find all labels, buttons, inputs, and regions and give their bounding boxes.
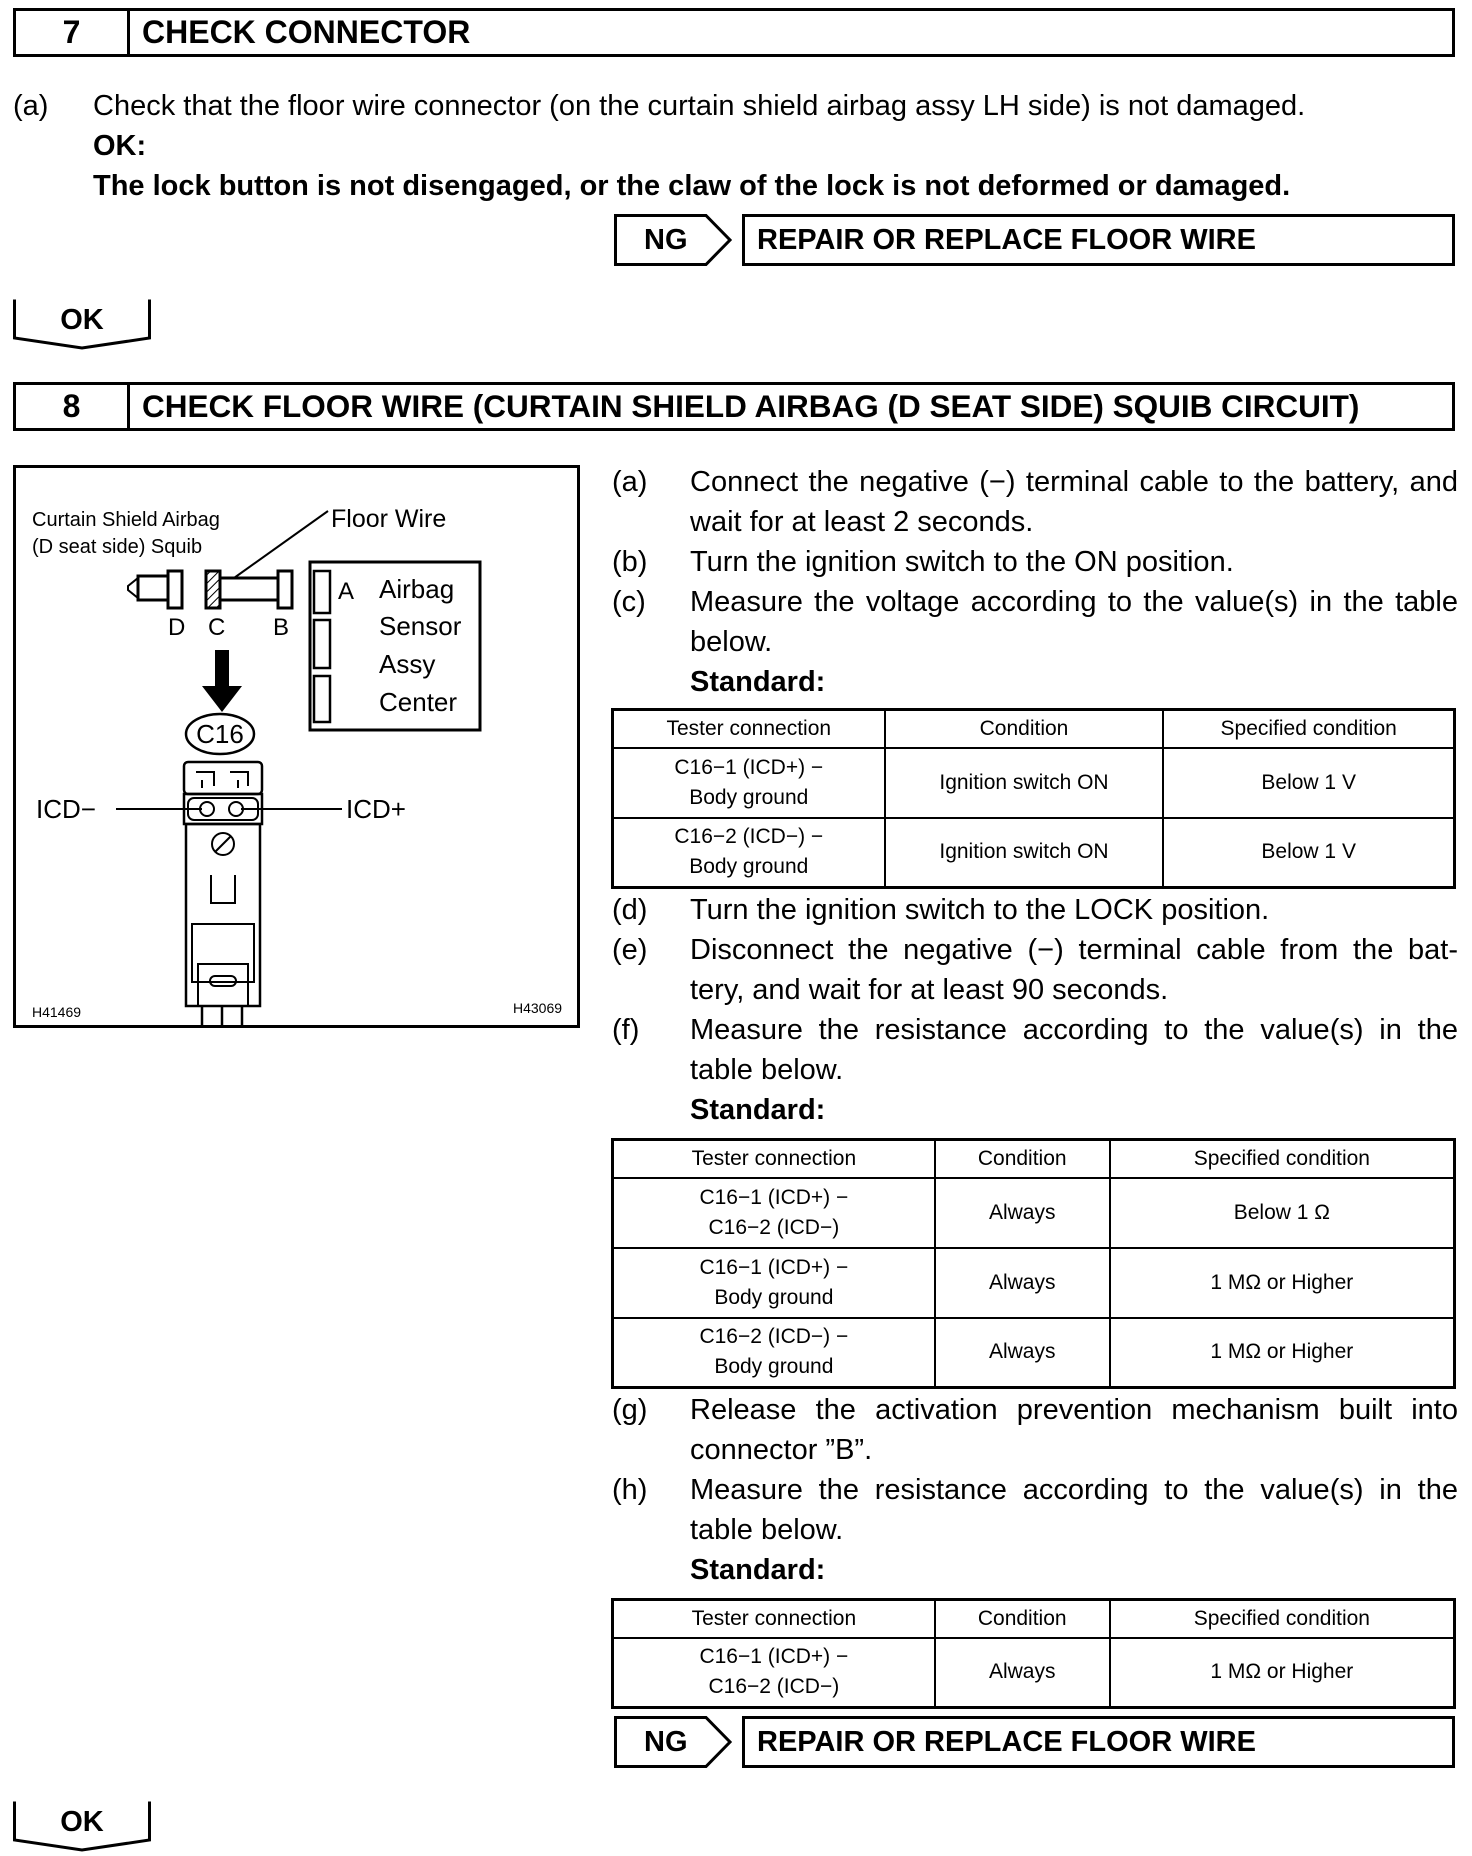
ng-label: NG (644, 224, 688, 256)
item-label: (h) (612, 1474, 648, 1506)
activation-release-spec-table (611, 1598, 1456, 1709)
ok-label: OK (60, 1806, 104, 1838)
connector-b-label: B (273, 614, 290, 641)
table-header: Tester connection (613, 710, 885, 748)
tester-connection: C16−1 (ICD+) − (699, 1255, 849, 1279)
item-text: Measure the voltage according to the value(s) in the table below. (690, 586, 1458, 658)
specified-condition-cell: 1 MΩ or Higher (1110, 1638, 1455, 1708)
floor-wire-label: Floor Wire (331, 505, 447, 533)
ecu-label-line-1: Airbag (379, 574, 455, 604)
squib-label-line-2: (D seat side) Squib (32, 536, 203, 558)
table-header: Tester connection (613, 1140, 935, 1178)
item-label: (b) (612, 546, 648, 578)
ecu-label-line-3: Assy (379, 649, 436, 679)
item-text: Disconnect the negative (−) terminal cable from the bat-tery, and wait for at least 90 seconds. (690, 934, 1458, 1006)
table-header: Tester connection (613, 1600, 935, 1638)
table-row (613, 818, 1455, 888)
condition-cell: Always (935, 1318, 1110, 1388)
item-text: Release the activation prevention mechanism built into connector ”B”. (690, 1394, 1458, 1466)
table-row (613, 1248, 1455, 1318)
table-row (613, 1318, 1455, 1388)
table-header: Condition (885, 710, 1164, 748)
item-label: (a) (13, 90, 49, 122)
ng-label: NG (644, 1726, 688, 1758)
standard-label: Standard: (690, 1094, 826, 1126)
tester-connection: C16−2 (ICD−) − (699, 1325, 849, 1349)
step-7-header (13, 8, 1455, 57)
specified-condition-cell: 1 MΩ or Higher (1110, 1248, 1455, 1318)
specified-condition-cell: Below 1 V (1163, 748, 1454, 818)
tester-connection: C16−2 (ICD−) − (674, 825, 824, 849)
table-header: Condition (935, 1600, 1110, 1638)
item-text: Measure the resistance according to the value(s) in the table below. (690, 1474, 1458, 1546)
voltage-spec-table (611, 708, 1456, 889)
step-number: 7 (16, 11, 130, 54)
condition-cell: Always (935, 1178, 1110, 1248)
table-header: Specified condition (1110, 1600, 1455, 1638)
tester-connection: Body ground (714, 1355, 834, 1379)
ng-action-text: REPAIR OR REPLACE FLOOR WIRE (742, 1716, 1455, 1768)
figure-code-right: H43069 (513, 1000, 563, 1016)
item-label: (g) (612, 1394, 648, 1426)
connector-id-label: C16 (196, 719, 244, 749)
tester-connection: Body ground (689, 785, 809, 809)
terminal-icd-minus-label: ICD− (36, 794, 96, 824)
item-text: Check that the floor wire connector (on the curtain shield airbag assy LH side) is not damaged. (93, 90, 1306, 122)
condition-cell: Always (935, 1638, 1110, 1708)
connector-d-label: D (168, 614, 186, 641)
item-text: Measure the resistance according to the value(s) in the table below. (690, 1014, 1458, 1086)
item-label: (e) (612, 934, 648, 966)
resistance-spec-table (611, 1138, 1456, 1389)
table-row (613, 748, 1455, 818)
item-label: (a) (612, 466, 648, 498)
specified-condition-cell: Below 1 V (1163, 818, 1454, 888)
condition-cell: Always (935, 1248, 1110, 1318)
item-label: (c) (612, 586, 646, 618)
tester-connection: C16−1 (ICD+) − (674, 755, 824, 779)
terminal-icd-plus-label: ICD+ (346, 794, 406, 824)
item-text: Turn the ignition switch to the LOCK position. (690, 894, 1270, 926)
ok-result-box (13, 1800, 151, 1852)
figure-code-left: H41469 (32, 1004, 82, 1020)
ecu-label-line-2: Sensor (379, 611, 462, 641)
item-text: Connect the negative (−) terminal cable to the battery, and wait for at least 2 seconds. (690, 466, 1458, 538)
step-title: CHECK FLOOR WIRE (CURTAIN SHIELD AIRBAG (D SEAT SIDE) SQUIB CIRCUIT) (142, 388, 1360, 424)
ok-result-box (13, 298, 151, 350)
squib-label-line-1: Curtain Shield Airbag (32, 509, 220, 531)
ok-criteria-heading: OK: (93, 130, 147, 162)
standard-label: Standard: (690, 1554, 826, 1586)
item-label: (f) (612, 1014, 640, 1046)
specified-condition-cell: 1 MΩ or Higher (1110, 1318, 1455, 1388)
tester-connection: Body ground (714, 1285, 834, 1309)
table-row (613, 1178, 1455, 1248)
item-text: Turn the ignition switch to the ON position. (690, 546, 1234, 578)
ng-result-row (614, 214, 1455, 266)
table-header: Specified condition (1110, 1140, 1455, 1178)
specified-condition-cell: Below 1 Ω (1110, 1178, 1455, 1248)
tester-connection: Body ground (689, 855, 809, 879)
ok-criteria-text: The lock button is not disengaged, or the claw of the lock is not deformed or damaged. (93, 170, 1291, 202)
standard-label: Standard: (690, 666, 826, 698)
table-header: Condition (935, 1140, 1110, 1178)
ok-label: OK (60, 304, 104, 336)
ng-action-text: REPAIR OR REPLACE FLOOR WIRE (742, 214, 1455, 266)
condition-cell: Ignition switch ON (885, 818, 1164, 888)
table-header: Specified condition (1163, 710, 1454, 748)
ecu-label-line-4: Center (379, 687, 458, 717)
tester-connection: C16−2 (ICD−) (708, 1215, 840, 1239)
tester-connection: C16−1 (ICD+) − (699, 1185, 849, 1209)
table-row (613, 1638, 1455, 1708)
connector-a-label: A (338, 578, 355, 605)
item-label: (d) (612, 894, 648, 926)
step-title: CHECK CONNECTOR (142, 14, 471, 50)
connector-c-label: C (208, 614, 226, 641)
condition-cell: Ignition switch ON (885, 748, 1164, 818)
wiring-figure (13, 465, 580, 1028)
tester-connection: C16−2 (ICD−) (708, 1675, 840, 1699)
ng-result-row (614, 1716, 1455, 1768)
step-8-header (13, 382, 1455, 431)
tester-connection: C16−1 (ICD+) − (699, 1645, 849, 1669)
step-number: 8 (16, 385, 130, 428)
